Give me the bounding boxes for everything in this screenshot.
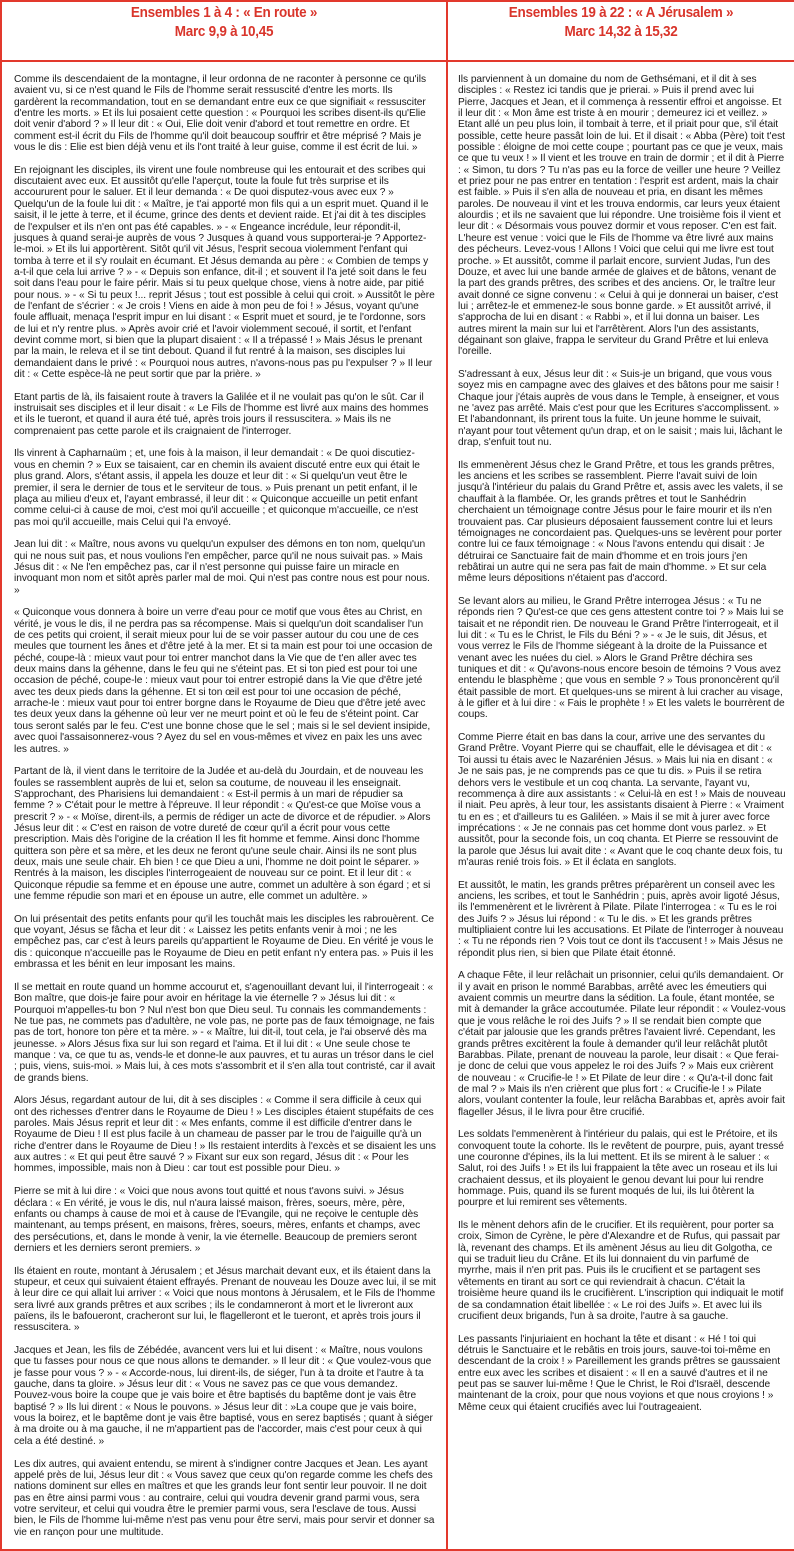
paragraph: Jean lui dit : « Maître, nous avons vu quelqu'un expulser des démons en ton nom, quelqu'un qui ne nous suit pas, et nous voulions l'en empêcher, parce qu'il ne nous suivait pas. » Mais Jésus dit : « Ne l'en empêchez pas, car il n'est personne qui puisse faire un miracle en invoquant mon nom et sitôt après parler mal de moi. Qui n'est pas contre nous est pour nous. » [14,539,430,596]
paragraph: On lui présentait des petits enfants pour qu'il les touchât mais les disciples les rabrouèrent. Ce que voyant, Jésus se fâcha et leur dit : « Laissez les petits enfants venir à moi ; ne les empêchez pas, car c'est à leurs pareils qu'appartient le Royaume de Dieu. En vérité je vous le dis : quiconque n'accueille pas le Royaume de Dieu en petit enfant n'y entera pas. » Puis il les embrassa et les bénit en leur imposant les mains. [14,913,435,971]
paragraph: Ils emmenèrent Jésus chez le Grand Prêtre, et tous les grands prêtres, les anciens et les scribes se rassemblent. Pierre l'avait suivi de loin jusqu'à l'intérieur du palais du Grand Prêtre et, assis avec les valets, il se chauffait à la flambée. Or, les grands prêtres et tout le Sanhédrin cherchaient un témoignage contre Jésus pour le faire mourir et ils n'en trouvaient pas. Car plusieurs déposaient faussement contre lui et leurs témoignages ne concordaient pas. Quelques-uns se levèrent pour porter contre lui ce faux témoignage : « Nous l'avons entendu qui disait : Je détruirai ce Sanctuaire fait de main d'homme et en trois jours j'en rebâtirai un autre qui ne sera pas fait de main d'homme. » Et sur cela même leurs dépositions n'étaient pas d'accord. [458,459,784,585]
paragraph: Comme Pierre était en bas dans la cour, arrive une des servantes du Grand Prêtre. Voyant Pierre qui se chauffait, elle le dévisagea et dit : « Toi aussi tu étais avec le Nazarénien Jésus. » Mais lui nia en disant : « Je ne sais pas, je ne comprends pas ce que tu dis. » Puis il se retira dehors vers le vestibule et un coq chanta. La servante, l'ayant vu, recommença à dire aux assistants : « Celui-là en est ! » Mais de nouveau il niait. Peu après, à leur tour, les assistants disaient à Pierre : « Vraiment tu en es ; et d'ailleurs tu es Galiléen. » Mais il se mit à jurer avec force imprécations : « Je ne connais pas cet homme dont vous parlez. » Et aussitôt, pour la seconde fois, un coq chanta. Et Pierre se ressouvint de la parole que Jésus lui avait dite : « Avant que le coq chante deux fois, tu m'auras renié trois fois. » Et il éclata en sanglots. [458,732,786,868]
paragraph: Les dix autres, qui avaient entendu, se mirent à s'indigner contre Jacques et Jean. Les ayant appelé près de lui, Jésus leur dit : « Vous savez que ceux qu'on regarde comme les chefs des nations dominent sur elles en maîtres et que les grands leur font sentir leur pouvoir. Il ne doit pas en être ainsi parmi vous : au contraire, celui qui voudra devenir grand parmi vous, sera votre serviteur, et celui qui voudra être le premier parmi vous, sera l'esclave de tous. Aussi bien, le Fils de l'homme lui-même n'est pas venu pour être servi, mais pour servir et donner sa vie en rançon pour une multitude. [14,1458,435,1538]
paragraph: Ils parviennent à un domaine du nom de Gethsémani, et il dit à ses disciples : « Restez ici tandis que je prierai. » Puis il prend avec lui Pierre, Jacques et Jean, et il commença à ressentir effroi et angoisse. Et il leur dit : « Mon âme est triste à en mourir ; demeurez ici et veillez. » Etant allé un peu plus loin, il tombait à terre, et il priait pour que, s'il était possible, cette heure passât loin de lui. Et il disait : « Abba (Père) toit t'est possible : éloigne de moi cette coupe ; pourtant pas ce que je veux, mais ce que tu veux ! » Il vient et les trouve en train de dormir ; et il dit à Pierre : « Simon, tu dors ? Tu n'as pas eu la force de veiller une heure ? Veillez et priez pour ne pas entrer en tentation : l'esprit est ardent, mais la chair est faible. » Puis il s'en alla de nouveau et pria, en disant les mêmes paroles. De nouveau il vint et les trouva endormis, car leurs yeux étaient alourdis ; et ils ne savaient que lui répondre. Une troisième fois il vient et leur dit : « Désormais vous pouvez dormir et vous reposer. C'en est fait. L'heure est venue : voici que le Fils de l'homme va être livré aux mains des pécheurs. Levez-vous ! Allons ! Voici que celui qui me livre est tout proche. » Et aussitôt, comme il parlait encore, survient Judas, l'un des Douze, et avec lui une bande armée de glaives et de bâtons, venant de la part des grands prêtres, des scribes et des anciens. Or, le traître leur avait donné ce signe convenu : « Celui à qui je donnerai un baiser, c'est lui ; arrêtez-le et emmenez-le sous bonne garde. » Et aussitôt arrivé, il s'approcha de lui en disant : « Rabbi », et il lui donna un baiser. Les autres mirent la main sur lui et l'arrêtèrent. Alors l'un des assistants, dégainant son glaive, frappa le serviteur du Grand Prêtre et lui enleva l'oreille. [458,74,785,358]
paragraph: A chaque Fête, il leur relâchait un prisonnier, celui qu'ils demandaient. Or il y avait en prison le nommé Barabbas, arrêté avec les émeutiers qui avaient commis un meurtre dans la sédition. La foule, étant montée, se mit à demander la grâce accoutumée. Pilate leur répondit : « Voulez-vous que je vous relâche le roi des Juifs ? » Il se rendait bien compte que c'était par jalousie que les grands prêtres l'avaient livré. Cependant, les grands prêtres excitèrent la foule à demander qu'il leur relâchât plutôt Barabbas. Pilate, prenant de nouveau la parole, leur disait : « Que ferai-je donc de celui que vous appelez le roi des Juifs ? » Mais eux crièrent de nouveau : « Crucifie-le ! » Et Pilate de leur dire : « Qu'a-t-il donc fait de mal ? » Mais ils n'en crièrent que plus fort : « Crucifie-le ! » Pilate alors, voulant contenter la foule, leur relâcha Barabbas et, après avoir fait flageller Jésus, il le livra pour être crucifié. [458,970,786,1118]
header-row [1,1,794,61]
paragraph: Et aussitôt, le matin, les grands prêtres préparèrent un conseil avec les anciens, les scribes, et tout le Sanhédrin ; puis, après avoir ligoté Jésus, ils l'emmenèrent et le livrèrent à Pilate. Pilate l'interrogea : « Tu es le roi des Juifs ? » Jésus lui répond : « Tu le dis. » Et les grands prêtres multipliaient contre lui les accusations. Et Pilate de l'interroger à nouveau : « Tu ne réponds rien ? Vois tout ce dont ils t'accusent ! » Mais Jésus ne répondit plus rien, si bien que Pilate était étonné. [458,879,784,959]
paragraph: Les soldats l'emmenèrent à l'intérieur du palais, qui est le Prétoire, et ils convoquent toute la cohorte. Ils le revêtent de pourpre, puis, ayant tressé une couronne d'épines, ils la lui mettent. Et ils se mirent à le saluer : « Salut, roi des Juifs ! » Et ils lui frappaient la tête avec un roseau et ils lui crachaient dessus, et ils ployaient le genou devant lui pour lui rendre hommage. Puis, quand ils se furent moqués de lui, ils lui ôtèrent la pourpre et lui remirent ses vêtements. [458,1129,784,1209]
paragraph: Pierre se mit à lui dire : « Voici que nous avons tout quitté et nous t'avons suivi. » Jésus déclara : « En vérité, je vous le dis, nul n'aura laissé maison, frères, soeurs, mère, père, enfants ou champs à cause de moi et à cause de l'Evangile, qui ne reçoive le centuple dès maintenant, au temps présent, en maisons, frères, soeurs, mères, enfants et champs, avec des persécutions, et, dans le monde à venir, la vie éternelle. Beaucoup de premiers seront derniers et les derniers seront premiers. » [14,1186,421,1254]
column-text-a-jerusalem [447,61,794,1550]
paragraph: Partant de là, il vient dans le territoire de la Judée et au-delà du Jourdain, et de nouveau les foules se rassemblent auprès de lui et, selon sa coutume, de nouveau il les enseignait. S'approchant, des Pharisiens lui demandaient : « Est-il permis à un mari de répudier sa femme ? » C'était pour le mettre à l'épreuve. Il leur répondit : « Qu'est-ce que Moïse vous a prescrit ? » - « Moïse, dirent-ils, a permis de rédiger un acte de divorce et de répudier. » Alors Jésus leur dit : « C'est en raison de votre dureté de cœur qu'il a écrit pour vous cette prescription. Mais dès l'origine de la création Il les fit homme et femme. Ainsi donc l'homme quittera son père et sa mère, et les deux ne feront qu'une seule chair. Ainsi ils ne sont plus deux, mais une seule chair. Eh bien ! ce que Dieu a uni, l'homme ne doit point le séparer. » Rentrés à la maison, les disciples l'interrogeaient de nouveau sur ce point. Et il leur dit : « Quiconque répudie sa femme et en épouse une autre, commet un adultère à son égard ; et si une femme répudie son mari et en épouse un autre, elle commet un adultère. » [14,766,431,903]
column-reference: Marc 14,32 à 15,32 [564,23,678,40]
paragraph: Ils vinrent à Capharnaüm ; et, une fois à la maison, il leur demandait : « De quoi discutiez-vous en chemin ? » Eux se taisaient, car en chemin ils avaient discuté entre eux qui était le plus grand. Alors, s'étant assis, il appela les douze et leur dit : « Si quelqu'un veut être le premier, il sera le dernier de tous et le serviteur de tous. » Puis prenant un petit enfant, il le plaça au milieu d'eux et, l'ayant embrassé, il leur dit : « Quiconque accueille un petit enfant comme celui-ci à cause de moi, c'est moi qu'il accueille ; et quiconque m'accueille, ce n'est pas moi qu'il accueille, mais Celui qui l'a envoyé. [14,448,420,528]
column-header-en-route [1,1,447,61]
paragraph: Ils étaient en route, montant à Jérusalem ; et Jésus marchait devant eux, et ils étaient dans la stupeur, et ceux qui suivaient étaient effrayés. Prenant de nouveau les Douze avec lui, il se mit à leur dire ce qui allait lui arriver : « Voici que nous montons à Jérusalem, et le Fils de l'homme sera livré aux grands prêtres et aux scribes ; ils le condamneront à mort et le livreront aux païens, ils le bafoueront, cracheront sur lui, le flagelleront et le tueront, et après trois jours il ressuscitera. » [14,1265,436,1334]
column-text-en-route [1,61,447,1550]
paragraph: Comme ils descendaient de la montagne, il leur ordonna de ne raconter à personne ce qu'ils avaient vu, si ce n'est quand le Fils de l'homme serait ressuscité d'entre les morts. Ils gardèrent la recommandation, tout en se demandant entre eux ce que signifiait « ressusciter d'entre les morts. » Et ils lui posaient cette question : « Pourquoi les scribes disent-ils qu'Elie doit venir d'abord ? » Il leur dit : « Oui, Elie doit venir d'abord et tout remettre en ordre. Et comment est-il écrit du Fils de l'homme qu'il doit beaucoup souffrir et être méprisé ? Mais je vous le dis : Elie est bien déjà venu et ils l'ont traité à leur guise, comme il est écrit de lui. » [14,74,426,154]
paragraph: Les passants l'injuriaient en hochant la tête et disant : « Hé ! toi qui détruis le Sanctuaire et le rebâtis en trois jours, sauve-toi toi-même en descendant de la croix ! » Pareillement les grands prêtres se gaussaient entre eux avec les scribes et disaient : « Il en a sauvé d'autres et il ne peut pas se sauver lui-même ! Que le Christ, le Roi d'Israël, descende maintenant de la croix, pour que nous voyions et que nous croyions ! » Même ceux qui étaient crucifiés avec lui l'outrageaient. [458,1333,781,1413]
paragraph: Alors Jésus, regardant autour de lui, dit à ses disciples : « Comme il sera difficile à ceux qui ont des richesses d'entrer dans le Royaume de Dieu ! » Les disciples étaient stupéfaits de ces paroles. Mais Jésus reprit et leur dit : « Mes enfants, comme il est difficile d'entrer dans le Royaume de Dieu ! Il est plus facile à un chameau de passer par le trou de l'aiguille qu'à un riche d'entrer dans le Royaume de Dieu ! » Ils restaient interdits à l'excès et se disaient les uns aux autres : « Et qui peut être sauvé ? » Fixant sur eux son regard, Jésus dit : « Pour les hommes, impossible, mais non à Dieu : car tout est possible pour Dieu. » [14,1095,436,1175]
paragraph: Jacques et Jean, les fils de Zébédée, avancent vers lui et lui disent : « Maître, nous voulons que tu fasses pour nous ce que nous allons te demander. » Il leur dit : « Que voulez-vous que je fasse pour vous ? » - « Accorde-nous, lui dirent-ils, de siéger, l'un à ta droite et l'autre à ta gauche, dans ta gloire. » Jésus leur dit : « Vous ne savez pas ce que vous demandez. Pouvez-vous boire la coupe que je vais boire et être baptisés du baptême dont je vais être baptisé ? » Ils lui dirent : « Nous le pouvons. » Jésus leur dit : »La coupe que je vais boire, vous la boirez, et le baptême dont je vais être baptisé, vous en serez baptisés ; quant à siéger à ma droite ou à ma gauche, il ne m'appartient pas de l'accorder, mais c'est pour ceux à qui cela a été destiné. » [14,1345,433,1447]
paragraph: Etant partis de là, ils faisaient route à travers la Galilée et il ne voulait pas qu'on le sût. Car il instruisait ses disciples et il leur disait : « Le Fils de l'homme est livré aux mains des hommes et ils le tueront, et quand il aura été tué, après trois jours il ressuscitera. » Mais ils ne comprenaient pas cette parole et ils craignaient de l'interroger. [14,391,429,437]
body-row [1,61,794,1550]
column-header-a-jerusalem [447,1,794,61]
column-title: Ensembles 19 à 22 : « A Jérusalem » [508,4,734,21]
paragraph: « Quiconque vous donnera à boire un verre d'eau pour ce motif que vous êtes au Christ, en vérité, je vous le dis, il ne perdra pas sa récompense. Mais si quelqu'un doit scandaliser l'un de ces petits qui croient, il serait mieux pour lui de se voir passer autour du cou une de ces meules que tournent les ânes et d'être jeté à la mer. Et si ta main est pour toi une occasion de péché, coupe-là : mieux vaut pour toi entrer manchot dans la Vie que de t'en aller avec tes deux mains dans la géhenne, dans le feu qui ne s'éteint pas. Et si ton pied est pour toi une occasion de péché, coupe-le : mieux vaut pour toi entrer estropié dans la Vie que d'être jeté avec tes deux pieds dans la géhenne. Et si ton œil est pour toi une occasion de péché, arrache-le : mieux vaut pour toi entrer borgne dans le Royaume de Dieu que d'être jeté avec tes deux yeux dans la géhenne où leur ver ne meurt point et où le feu de s'éteint point. Car tous seront salés par le feu. C'est une bonne chose que le sel ; mais si le sel devient insipide, avec quoi l'assaisonnerez-vous ? Ayez du sel en vous-mêmes et vivez en paix les uns avec les autres. » [14,607,433,755]
column-reference: Marc 9,9 à 10,45 [174,23,274,40]
paragraph: S'adressant à eux, Jésus leur dit : « Suis-je un brigand, que vous vous soyez mis en campagne avec des glaives et des bâtons pour me saisir ! Chaque jour j'étais auprès de vous dans le Temple, à enseigner, et vous ne 'avez pas arrêté. Mais c'est pour que les Ecritures s'accomplissent. » Et l'abandonnant, ils prirent tous la fuite. Un jeune homme le suivait, n'ayant pour tout vêtement qu'un drap, et on le saisit ; mais lui, lâchant le drap, s'enfuit tout nu. [458,368,783,449]
paragraph: Il se mettait en route quand un homme accourut et, s'agenouillant devant lui, il l'interrogeait : « Bon maître, que dois-je faire pour avoir en héritage la vie éternelle ? » Jésus lui dit : « Pourquoi m'appelles-tu bon ? Nul n'est bon que Dieu seul. Tu connais les commandements : Ne tue pas, ne commets pas d'adultère, ne vole pas, ne porte pas de faux témoignage, ne fais pas de tort, honore ton père et ta mère. » - « Maître, lui dit-il, tout cela, je l'ai observé dès ma jeunesse. » Alors Jésus fixa sur lui son regard et l'aima. Et il lui dit : « Une seule chose te manque : va, ce que tu as, vends-le et donne-le aux pauvres, et tu auras un trésor dans le ciel ; puis, viens, suis-moi. » Mais lui, à ces mots s'assombrit et il s'en alla tout contristé, car il avait de grands biens. [14,981,436,1084]
column-title: Ensembles 1 à 4 : « En route » [130,4,318,21]
paragraph: Ils le mènent dehors afin de le crucifier. Et ils requièrent, pour porter sa croix, Simon de Cyrène, le père d'Alexandre et de Rufus, qui passait par là, revenant des champs. Et ils amènent Jésus au lieu dit Golgotha, ce qui se traduit lieu du Crâne. Et ils lui donnaient du vin parfumé de myrrhe, mais il n'en prit pas. Puis ils le crucifient et se partagent ses vêtements en tirant au sort ce qui reviendrait à chacun. C'était la troisième heure quand ils le crucifièrent. L'inscription qui indiquait le motif de sa condamnation était libellée : « Le roi des Juifs ». Et avec lui ils crucifient deux brigands, l'un à sa droite, l'autre à sa gauche. [458,1220,784,1322]
paragraph: En rejoignant les disciples, ils virent une foule nombreuse qui les entourait et des scribes qui discutaient avec eux. Et aussitôt qu'elle l'aperçut, toute la foule fut très surprise et ils accoururent pour le saluer. Et il leur demanda : « De quoi disputez-vous avec eux ? » Quelqu'un de la foule lui dit : « Maître, je t'ai apporté mon fils qui a un esprit muet. Quand il le saisit, il le jette à terre, et il écume, grince des dents et devient raide. Et j'ai dit à tes disciples de l'expulser et ils n'en ont pas été capables. » - « Engeance incrédule, leur répondit-il, jusques à quand serai-je auprès de vous ? Jusques à quand vous supporterai-je ? Apportez-le-moi. » Et ils lui apportèrent. Sitôt qu'il vit Jésus, l'esprit secoua violemment l'enfant qui tomba à terre et il s'y roulait en écumant. Et Jésus demanda au père : « Combien de temps y a-t-il que cela lui arrive ? » - « Depuis son enfance, dit-il ; et souvent il l'a jeté soit dans le feu soit dans l'eau pour le faire périr. Mais si tu peux quelque chose, viens à notre aide, par pitié pour nous. » - « Si tu peux !... reprit Jésus ; tout est possible à celui qui croit. » Aussitôt le père de l'enfant de s'écrier : « Je crois ! Viens en aide à mon peu de foi ! » Jésus, voyant qu'une foule affluait, menaça l'esprit impur en lui disant : « Esprit muet et sourd, je te l'ordonne, sors de lui et n'y rentre plus. » Après avoir crié et l'avoir violemment secoué, il sortit, et l'enfant devint comme mort, si bien que la plupart disaient : « Il a trépassé ! » Mais Jésus le prenant par la main, le releva et il se tint debout. Quand il fut rentré à la maison, ses disciples lui demandaient dans le privé : « Pourquoi nous autres, n'avons-nous pas pu l'expulser ? » Il leur dit : « Cette espèce-là ne peut sortir que par la prière. » [14,164,435,380]
paragraph: Se levant alors au milieu, le Grand Prêtre interrogea Jésus : « Tu ne réponds rien ? Qu'est-ce que ces gens attestent contre toi ? » Mais lui se taisait et ne répondit rien. De nouveau le Grand Prêtre l'interrogeait, et il lui dit : « Tu es le Christ, le Fils du Béni ? » - « Je le suis, dit Jésus, et vous verrez le Fils de l'homme siégeant à la droite de la Puissance et venant avec les nuées du ciel. » Alors le Grand Prêtre déchira ses tuniques et dit : « Qu'avons-nous encore besoin de témoins ? Vous avez entendu le blasphème ; que vous en semble ? » Tous prononcèrent qu'il était passible de mort. Et quelques-uns se mirent à lui cracher au visage, à le gifler et à lui dire : « Fais le prophète ! » Et les valets le bourrèrent de coups. [458,595,785,721]
